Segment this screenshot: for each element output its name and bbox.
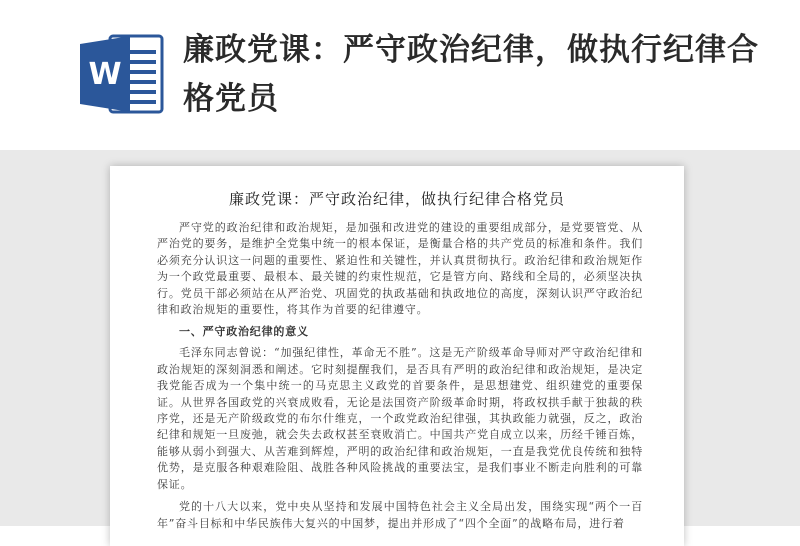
- paragraph: 毛泽东同志曾说：“加强纪律性，革命无不胜”。这是无产阶级革命导师对严守政治纪律和政治规矩的深刻洞悉和阐述。它时刻提醒我们，是否具有严明的政治纪律和政治规矩，是决定我党能否成为一个集中统一的马克思主义政党的首要条件，是思想建党、组织建党的重要保证。从世界各国政党的兴衰成败看，无论是法国资产阶级革命时期，将政权拱手献于独裁的秩序党，还是无产阶级政党的布尔什维克，一个政党政治纪律强，其执政能力就强，反之，政治纪律和规矩一旦废弛，就会失去政权甚至衰败消亡。中国共产党自成立以来，历经千锤百炼，能够从弱小到强大、从苦难到辉煌，严明的政治纪律和政治规矩，一直是我党优良传统和独特优势，是克服各种艰难险阻、战胜各种风险挑战的重要法宝，是我们事业不断走向胜利的可靠保证。: [157, 346, 643, 491]
- document-body: [157, 220, 643, 532]
- header-banner: [0, 0, 800, 150]
- document-preview-area: [0, 150, 800, 530]
- document-page: [110, 166, 684, 546]
- paragraph: 严守党的政治纪律和政治规矩，是加强和改进党的建设的重要组成部分，是党要管党、从严治党的要务，是维护全党集中统一的根本保证，是衡量合格的共产党员的标准和条件。我们必须充分认识这一问题的重要性、紧迫性和关键性，并认真贯彻执行。政治纪律和政治规矩作为一个政党最重要、最根本、最关键的约束性规范，它是管方向、路线和全局的，必须坚决执行。党员干部必须站在从严治党、巩固党的执政基础和执政地位的高度，深刻认识严守政治纪律和政治规矩的重要性，将其作为首要的纪律遵守。: [157, 221, 643, 317]
- section-heading: 一、严守政治纪律的意义: [179, 325, 309, 339]
- page-title: 廉政党课：严守政治纪律，做执行纪律合格党员: [183, 32, 759, 117]
- paragraph: 党的十八大以来，党中央从坚持和发展中国特色社会主义全局出发，围绕实现“两个一百年”奋斗目标和中华民族伟大复兴的中国梦，提出并形成了“四个全面”的战略布局，进行着: [157, 500, 643, 530]
- document-title: 廉政党课：严守政治纪律，做执行纪律合格党员: [228, 190, 565, 208]
- word-icon-letter: W: [88, 57, 122, 92]
- word-document-icon: [78, 32, 164, 116]
